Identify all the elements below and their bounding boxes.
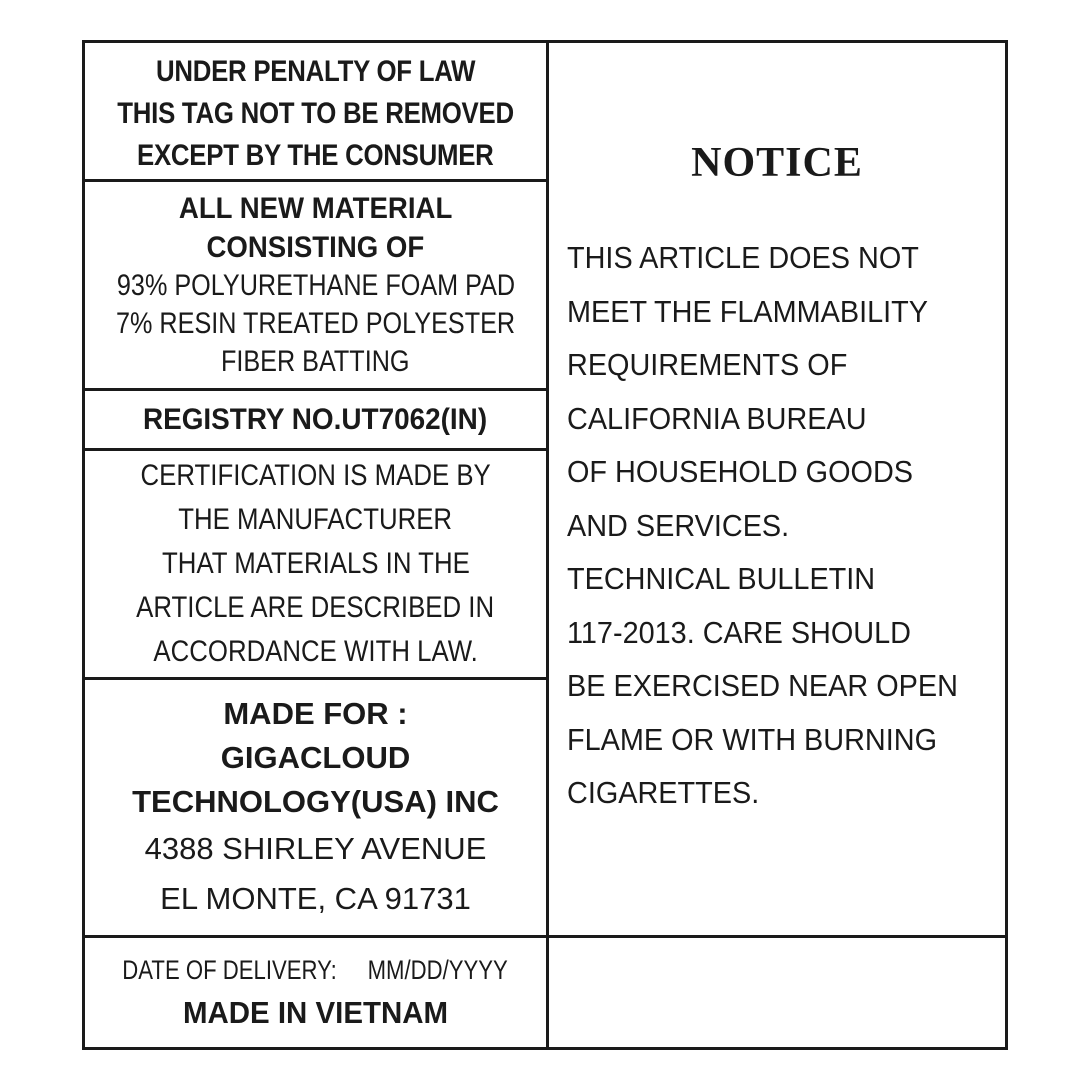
registry-text: REGISTRY NO.UT7062(IN) [143, 402, 488, 436]
law-label-tag [82, 40, 1008, 1050]
certification-line: ARTICLE ARE DESCRIBED IN [136, 591, 495, 624]
composition-line: FIBER BATTING [221, 345, 410, 378]
notice-line: CALIFORNIA BUREAU [567, 400, 867, 436]
notice-line: THIS ARTICLE DOES NOT [567, 240, 919, 275]
delivery-date [123, 950, 509, 990]
certification-line: THAT MATERIALS IN THE [161, 547, 470, 580]
notice-line: BE EXERCISED NEAR OPEN [567, 668, 958, 703]
notice-line: REQUIREMENTS OF [567, 347, 848, 382]
empty-cell [549, 938, 1005, 1047]
company-name: TECHNOLOGY(USA) INC [132, 783, 499, 819]
certification-line: CERTIFICATION IS MADE BY [140, 459, 491, 492]
notice-line: CIGARETTES. [567, 775, 760, 810]
notice-line: MEET THE FLAMMABILITY [567, 293, 928, 329]
warning-line: UNDER PENALTY OF LAW [155, 55, 476, 88]
composition-line: 7% RESIN TREATED POLYESTER [115, 307, 516, 340]
notice-title: NOTICE [691, 140, 863, 186]
delivery-date-label: DATE OF DELIVERY: [122, 954, 338, 985]
address-line: 4388 SHIRLEY AVENUE [144, 830, 487, 866]
warning-line: THIS TAG NOT TO BE REMOVED [117, 97, 514, 130]
made-for-block [85, 680, 546, 935]
certification-statement [85, 451, 546, 677]
delivery-date-value: MM/DD/YYYY [368, 954, 509, 985]
country-of-origin: MADE IN VIETNAM [182, 994, 449, 1030]
certification-line: THE MANUFACTURER [178, 503, 453, 536]
certification-line: ACCORDANCE WITH LAW. [153, 635, 478, 668]
composition-line: 93% POLYURETHANE FOAM PAD [116, 269, 515, 302]
material-heading: CONSISTING OF [206, 231, 425, 264]
notice-body [567, 231, 997, 820]
warning-line: EXCEPT BY THE CONSUMER [137, 139, 494, 172]
material-heading: ALL NEW MATERIAL [178, 192, 453, 225]
registry-number [85, 391, 546, 448]
company-name: GIGACLOUD [220, 739, 411, 775]
removal-warning [85, 49, 546, 179]
column-divider [546, 43, 549, 1047]
delivery-origin-block [85, 938, 546, 1047]
notice-line: AND SERVICES. [567, 507, 790, 543]
notice-line: OF HOUSEHOLD GOODS [567, 454, 914, 489]
notice-line: FLAME OR WITH BURNING [567, 721, 937, 757]
notice-line: TECHNICAL BULLETIN [567, 561, 876, 596]
notice-line: 117-2013. CARE SHOULD [567, 614, 911, 650]
address-line: EL MONTE, CA 91731 [160, 880, 471, 916]
material-content [85, 182, 546, 388]
made-for-label: MADE FOR : [223, 695, 408, 731]
